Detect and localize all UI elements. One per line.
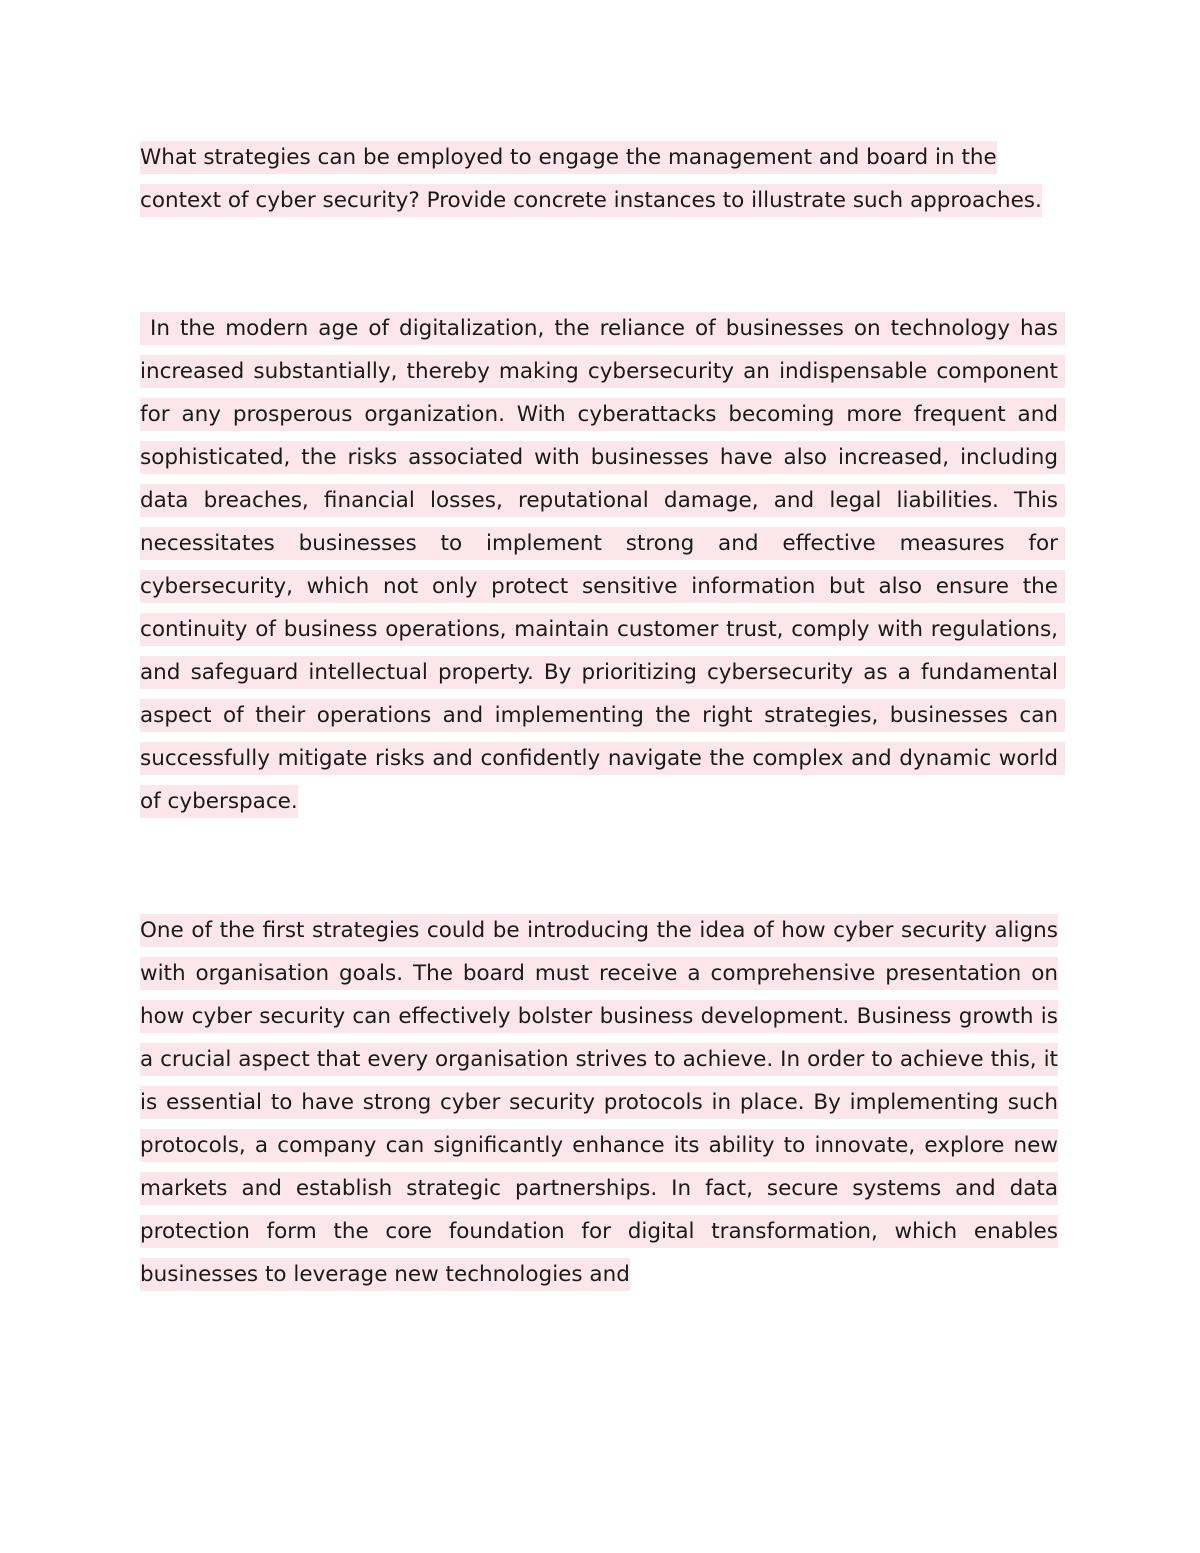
question-paragraph [140,136,1058,222]
strategy-paragraph [140,909,1058,1296]
strategy-text: One of the first strategies could be introducing the idea of how cyber security aligns with organisation goals. The board must receive a comprehensive presentation on how cyber security can effectively bolster business development. Business growth is a crucial aspect that every organisation strives to achieve. In order to achieve this, it is essential to have strong cyber security protocols in place. By implementing such protocols, a company can significantly enhance its ability to innovate, explore new markets and establish strategic partnerships. In fact, secure systems and data protection form the core foundation for digital transformation, which enables businesses to leverage new technologies and [140,914,1058,1291]
introduction-paragraph [140,307,1065,823]
introduction-text: In the modern age of digitalization, the reliance of businesses on technology has increased substantially, thereby making cybersecurity an indispensable component for any prosperous organization. With cyberattacks becoming more frequent and sophisticated, the risks associated with businesses have also increased, including data breaches, financial losses, reputational damage, and legal liabilities. This necessitates businesses to implement strong and effective measures for cybersecurity, which not only protect sensitive information but also ensure the continuity of business operations, maintain customer trust, comply with regulations, and safeguard intellectual property. By prioritizing cybersecurity as a fundamental aspect of their operations and implementing the right strategies, businesses can successfully mitigate risks and confidently navigate the complex and dynamic world of cyberspace. [140,312,1065,818]
question-text: What strategies can be employed to engage the management and board in the context of cyber security? Provide concrete instances to illustrate such approaches. [140,141,1042,217]
